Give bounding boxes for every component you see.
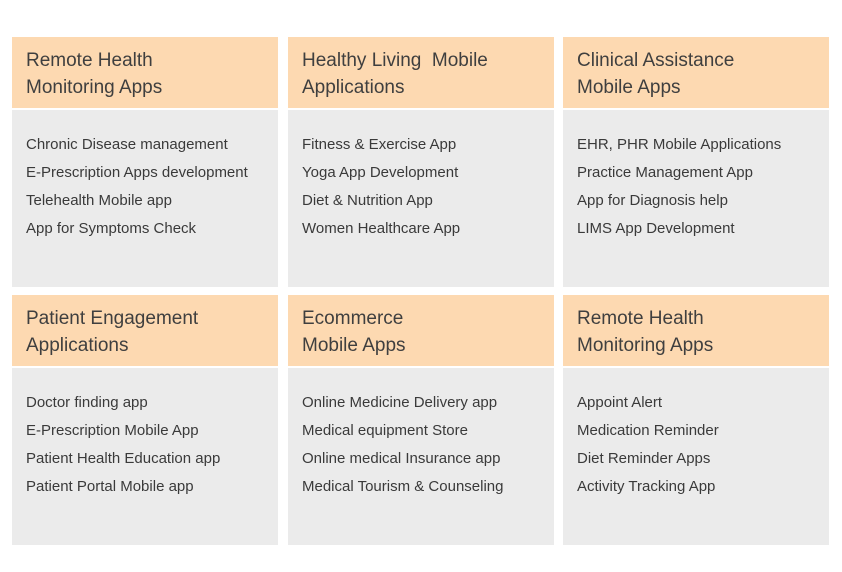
list-item: Appoint Alert bbox=[577, 394, 663, 411]
card-body bbox=[288, 110, 554, 287]
card-patient-engagement bbox=[12, 295, 278, 545]
list-item: App for Symptoms Check bbox=[26, 220, 197, 237]
list-item: Online medical Insurance app bbox=[302, 450, 501, 467]
card-body bbox=[288, 368, 554, 545]
list-item: EHR, PHR Mobile Applications bbox=[577, 136, 782, 153]
list-item: Medical equipment Store bbox=[302, 422, 468, 439]
card-title-line: Remote Health bbox=[577, 308, 704, 329]
card-header bbox=[288, 295, 554, 366]
list-item: Yoga App Development bbox=[302, 164, 459, 181]
card-title-line: Monitoring Apps bbox=[26, 77, 163, 98]
card-header bbox=[12, 295, 278, 366]
card-healthy-living bbox=[288, 37, 554, 287]
card-header bbox=[563, 37, 829, 108]
list-item: Women Healthcare App bbox=[302, 220, 461, 237]
card-remote-health-monitoring-2 bbox=[563, 295, 829, 545]
card-title-line: Remote Health bbox=[26, 50, 153, 71]
card-title-line: Applications bbox=[302, 77, 405, 98]
list-item: Doctor finding app bbox=[26, 394, 148, 411]
list-item: E-Prescription Apps development bbox=[26, 164, 248, 181]
list-item: Fitness & Exercise App bbox=[302, 136, 457, 153]
card-title-line: Monitoring Apps bbox=[577, 335, 714, 356]
list-item: Patient Health Education app bbox=[26, 450, 221, 467]
card-ecommerce bbox=[288, 295, 554, 545]
list-item: Diet Reminder Apps bbox=[577, 450, 711, 467]
list-item: E-Prescription Mobile App bbox=[26, 422, 199, 439]
card-title-line: Patient Engagement bbox=[26, 308, 199, 329]
card-remote-health-monitoring bbox=[12, 37, 278, 287]
card-title-line: Ecommerce bbox=[302, 308, 404, 329]
list-item: Medical Tourism & Counseling bbox=[302, 478, 504, 495]
card-header bbox=[288, 37, 554, 108]
card-title-line: Healthy Living Mobile bbox=[302, 50, 488, 71]
card-body bbox=[563, 110, 829, 287]
list-item: Online Medicine Delivery app bbox=[302, 394, 498, 411]
card-title-line: Mobile Apps bbox=[302, 335, 406, 356]
list-item: Chronic Disease management bbox=[26, 136, 228, 153]
list-item: LIMS App Development bbox=[577, 220, 735, 237]
card-title-line: Applications bbox=[26, 335, 129, 356]
list-item: Activity Tracking App bbox=[577, 478, 716, 495]
card-body bbox=[12, 368, 278, 545]
card-title-line: Mobile Apps bbox=[577, 77, 681, 98]
card-body bbox=[12, 110, 278, 287]
card-body bbox=[563, 368, 829, 545]
list-item: Diet & Nutrition App bbox=[302, 192, 433, 209]
list-item: Telehealth Mobile app bbox=[26, 192, 172, 209]
card-title-line: Clinical Assistance bbox=[577, 50, 735, 71]
card-header bbox=[563, 295, 829, 366]
list-item: App for Diagnosis help bbox=[577, 192, 728, 209]
list-item: Practice Management App bbox=[577, 164, 753, 181]
list-item: Patient Portal Mobile app bbox=[26, 478, 194, 495]
card-clinical-assistance bbox=[563, 37, 829, 287]
card-header bbox=[12, 37, 278, 108]
list-item: Medication Reminder bbox=[577, 422, 719, 439]
